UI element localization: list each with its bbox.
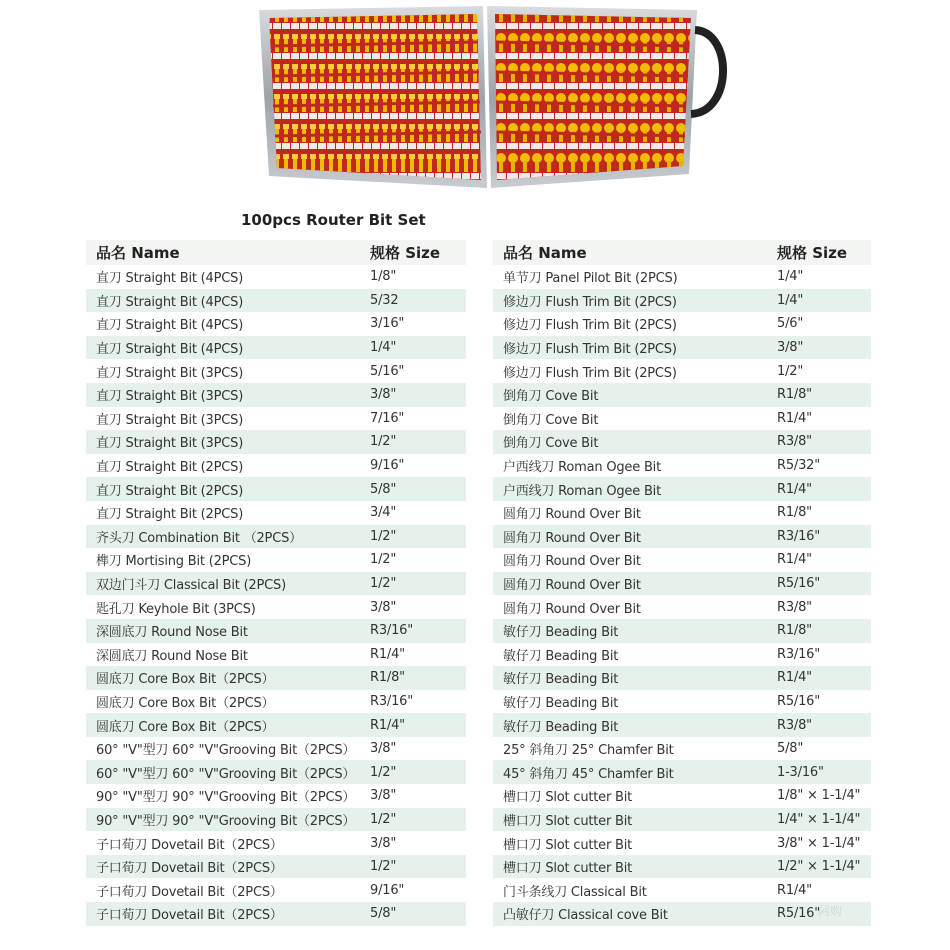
bit-size-cell: 1/2" xyxy=(360,548,466,572)
table-row xyxy=(86,902,466,926)
table-row xyxy=(86,737,466,761)
case-right-half xyxy=(487,6,697,188)
bit-name-cell: 圆底刀 Core Box Bit（2PCS） xyxy=(86,713,360,737)
bit-name-cell: 凸敏仔刀 Classical cove Bit xyxy=(493,902,767,926)
bit-name-cell: 修边刀 Flush Trim Bit (2PCS) xyxy=(493,336,767,360)
bit-size-cell: R1/8" xyxy=(767,619,871,643)
table-row xyxy=(493,525,871,549)
bit-name-cell: 圆角刀 Round Over Bit xyxy=(493,548,767,572)
bit-name-cell: 子口荀刀 Dovetail Bit（2PCS） xyxy=(86,831,360,855)
table-row xyxy=(493,855,871,879)
bit-name-cell: 子口荀刀 Dovetail Bit（2PCS） xyxy=(86,878,360,902)
table-row xyxy=(86,666,466,690)
bit-size-cell: 5/8" xyxy=(360,477,466,501)
set-title: 100pcs Router Bit Set xyxy=(241,211,426,229)
table-row xyxy=(86,407,466,431)
bit-name-cell: 直刀 Straight Bit (4PCS) xyxy=(86,336,360,360)
bit-name-cell: 倒角刀 Cove Bit xyxy=(493,430,767,454)
table-row xyxy=(493,548,871,572)
name-column-header: 品名 Name xyxy=(86,240,360,265)
table-row xyxy=(493,572,871,596)
table-row xyxy=(493,595,871,619)
table-row xyxy=(493,430,871,454)
bit-size-cell: 1/4" × 1-1/4" xyxy=(767,808,871,832)
table-row xyxy=(86,760,466,784)
bit-size-cell: 3/8" xyxy=(360,737,466,761)
bit-size-cell: 1/2" xyxy=(360,430,466,454)
table-row xyxy=(86,359,466,383)
bit-name-cell: 修边刀 Flush Trim Bit (2PCS) xyxy=(493,312,767,336)
bit-name-cell: 槽口刀 Slot cutter Bit xyxy=(493,808,767,832)
bit-name-cell: 深圆底刀 Round Nose Bit xyxy=(86,619,360,643)
table-row xyxy=(493,760,871,784)
bit-name-cell: 直刀 Straight Bit (2PCS) xyxy=(86,454,360,478)
bit-name-cell: 60° "V"型刀 60° "V"Grooving Bit（2PCS） xyxy=(86,737,360,761)
bit-name-cell: 直刀 Straight Bit (3PCS) xyxy=(86,383,360,407)
bit-size-cell: 9/16" xyxy=(360,878,466,902)
bit-size-cell: 3/8" xyxy=(360,383,466,407)
table-row xyxy=(493,359,871,383)
bit-size-cell: 3/4" xyxy=(360,501,466,525)
bit-name-cell: 槽口刀 Slot cutter Bit xyxy=(493,784,767,808)
bit-name-cell: 敏仔刀 Beading Bit xyxy=(493,713,767,737)
table-row xyxy=(493,831,871,855)
bit-size-cell: 1/2" xyxy=(360,525,466,549)
bit-name-cell: 直刀 Straight Bit (4PCS) xyxy=(86,289,360,313)
table-row xyxy=(493,808,871,832)
bit-name-cell: 60° "V"型刀 60° "V"Grooving Bit（2PCS） xyxy=(86,760,360,784)
table-row xyxy=(86,713,466,737)
bit-size-cell: R1/4" xyxy=(360,713,466,737)
bit-size-cell: 1/2" xyxy=(360,855,466,879)
bit-size-cell: 1/4" xyxy=(360,336,466,360)
table-row xyxy=(86,831,466,855)
spec-table-right xyxy=(493,240,871,926)
table-row xyxy=(86,312,466,336)
bit-name-cell: 圆角刀 Round Over Bit xyxy=(493,595,767,619)
bit-size-cell: 3/8" xyxy=(360,784,466,808)
bit-name-cell: 直刀 Straight Bit (4PCS) xyxy=(86,312,360,336)
spec-table-left xyxy=(86,240,466,926)
table-row xyxy=(86,595,466,619)
table-row xyxy=(86,784,466,808)
bit-size-cell: R1/4" xyxy=(360,643,466,667)
bit-size-cell: R5/16" xyxy=(767,902,871,926)
bit-name-cell: 90° "V"型刀 90° "V"Grooving Bit（2PCS） xyxy=(86,784,360,808)
bit-size-cell: 1/4" xyxy=(767,289,871,313)
table-row xyxy=(86,383,466,407)
bit-size-cell: 9/16" xyxy=(360,454,466,478)
bit-size-cell: 3/8" × 1-1/4" xyxy=(767,831,871,855)
bit-size-cell: 1/2" xyxy=(360,572,466,596)
bit-name-cell: 圆角刀 Round Over Bit xyxy=(493,525,767,549)
bit-size-cell: 1-3/16" xyxy=(767,760,871,784)
bit-size-cell: 5/8" xyxy=(767,737,871,761)
bit-size-cell: R5/16" xyxy=(767,690,871,714)
table-row xyxy=(86,289,466,313)
table-row xyxy=(493,713,871,737)
bit-size-cell: 5/8" xyxy=(360,902,466,926)
table-row xyxy=(493,784,871,808)
table-row xyxy=(86,265,466,289)
bit-size-cell: 5/16" xyxy=(360,359,466,383)
bit-size-cell: 1/2" xyxy=(360,808,466,832)
table-row xyxy=(493,454,871,478)
bit-size-cell: 5/6" xyxy=(767,312,871,336)
bit-size-cell: 1/8" xyxy=(360,265,466,289)
bit-size-cell: 3/8" xyxy=(360,595,466,619)
bit-size-cell: R1/4" xyxy=(767,666,871,690)
table-row xyxy=(493,643,871,667)
table-row xyxy=(86,525,466,549)
bit-size-cell: 5/32 xyxy=(360,289,466,313)
bit-name-cell: 直刀 Straight Bit (3PCS) xyxy=(86,407,360,431)
table-row xyxy=(86,808,466,832)
bit-name-cell: 倒角刀 Cove Bit xyxy=(493,407,767,431)
table-row xyxy=(493,619,871,643)
watermark: 阿购 xyxy=(818,904,843,918)
bit-name-cell: 修边刀 Flush Trim Bit (2PCS) xyxy=(493,359,767,383)
size-column-header: 规格 Size xyxy=(360,240,466,265)
bit-name-cell: 直刀 Straight Bit (4PCS) xyxy=(86,265,360,289)
table-row xyxy=(493,902,871,926)
bit-size-cell: R3/16" xyxy=(360,690,466,714)
bit-size-cell: R3/8" xyxy=(767,430,871,454)
table-row xyxy=(86,643,466,667)
bit-name-cell: 子口荀刀 Dovetail Bit（2PCS） xyxy=(86,902,360,926)
bit-size-cell: R1/4" xyxy=(767,878,871,902)
bit-name-cell: 圆底刀 Core Box Bit（2PCS） xyxy=(86,666,360,690)
table-row xyxy=(493,690,871,714)
bit-name-cell: 直刀 Straight Bit (3PCS) xyxy=(86,359,360,383)
table-row xyxy=(86,572,466,596)
table-row xyxy=(86,454,466,478)
table-row xyxy=(493,383,871,407)
table-row xyxy=(493,336,871,360)
table-header-row xyxy=(86,240,466,265)
table-row xyxy=(86,878,466,902)
bit-name-cell: 深圆底刀 Round Nose Bit xyxy=(86,643,360,667)
bit-name-cell: 倒角刀 Cove Bit xyxy=(493,383,767,407)
bit-name-cell: 90° "V"型刀 90° "V"Grooving Bit（2PCS） xyxy=(86,808,360,832)
bit-name-cell: 槽口刀 Slot cutter Bit xyxy=(493,855,767,879)
bit-name-cell: 匙孔刀 Keyhole Bit (3PCS) xyxy=(86,595,360,619)
table-row xyxy=(493,878,871,902)
bit-name-cell: 25° 斜角刀 25° Chamfer Bit xyxy=(493,737,767,761)
router-bit-case-photo xyxy=(255,2,745,194)
case-handle xyxy=(691,30,723,114)
bit-name-cell: 齐头刀 Combination Bit （2PCS） xyxy=(86,525,360,549)
bit-size-cell: R1/8" xyxy=(767,383,871,407)
bit-name-cell: 门斗条线刀 Classical Bit xyxy=(493,878,767,902)
bit-size-cell: 7/16" xyxy=(360,407,466,431)
table-row xyxy=(86,619,466,643)
bit-name-cell: 修边刀 Flush Trim Bit (2PCS) xyxy=(493,289,767,313)
bit-name-cell: 户西线刀 Roman Ogee Bit xyxy=(493,477,767,501)
name-column-header: 品名 Name xyxy=(493,240,767,265)
bit-size-cell: R5/16" xyxy=(767,572,871,596)
table-row xyxy=(493,265,871,289)
bit-size-cell: 3/8" xyxy=(360,831,466,855)
case-left-half xyxy=(259,6,487,188)
bit-size-cell: R3/8" xyxy=(767,713,871,737)
bit-size-cell: 3/8" xyxy=(767,336,871,360)
bit-size-cell: R5/32" xyxy=(767,454,871,478)
table-row xyxy=(493,501,871,525)
table-row xyxy=(86,690,466,714)
bit-name-cell: 圆角刀 Round Over Bit xyxy=(493,572,767,596)
table-row xyxy=(493,312,871,336)
bit-size-cell: 1/4" xyxy=(767,265,871,289)
table-row xyxy=(86,336,466,360)
bit-name-cell: 敏仔刀 Beading Bit xyxy=(493,690,767,714)
bit-name-cell: 单节刀 Panel Pilot Bit (2PCS) xyxy=(493,265,767,289)
table-row xyxy=(86,477,466,501)
table-row xyxy=(493,666,871,690)
bit-size-cell: R3/16" xyxy=(767,643,871,667)
bit-size-cell: 1/2" × 1-1/4" xyxy=(767,855,871,879)
table-row xyxy=(493,289,871,313)
bit-name-cell: 敏仔刀 Beading Bit xyxy=(493,643,767,667)
bit-size-cell: 1/2" xyxy=(360,760,466,784)
bit-name-cell: 直刀 Straight Bit (2PCS) xyxy=(86,477,360,501)
size-column-header: 规格 Size xyxy=(767,240,871,265)
bit-name-cell: 直刀 Straight Bit (2PCS) xyxy=(86,501,360,525)
bit-name-cell: 圆底刀 Core Box Bit（2PCS） xyxy=(86,690,360,714)
bit-name-cell: 敏仔刀 Beading Bit xyxy=(493,666,767,690)
bit-size-cell: R1/8" xyxy=(767,501,871,525)
bit-name-cell: 45° 斜角刀 45° Chamfer Bit xyxy=(493,760,767,784)
table-row xyxy=(493,407,871,431)
bit-size-cell: R1/4" xyxy=(767,477,871,501)
table-row xyxy=(493,737,871,761)
bit-size-cell: R1/4" xyxy=(767,407,871,431)
bit-size-cell: 1/8" × 1-1/4" xyxy=(767,784,871,808)
bit-name-cell: 户西线刀 Roman Ogee Bit xyxy=(493,454,767,478)
bit-size-cell: R3/16" xyxy=(360,619,466,643)
bit-name-cell: 子口荀刀 Dovetail Bit（2PCS） xyxy=(86,855,360,879)
bit-size-cell: R3/16" xyxy=(767,525,871,549)
table-header-row xyxy=(493,240,871,265)
bit-name-cell: 圆角刀 Round Over Bit xyxy=(493,501,767,525)
table-row xyxy=(86,501,466,525)
table-row xyxy=(86,855,466,879)
bit-size-cell: 3/16" xyxy=(360,312,466,336)
bit-size-cell: R1/8" xyxy=(360,666,466,690)
bit-name-cell: 槽口刀 Slot cutter Bit xyxy=(493,831,767,855)
bit-size-cell: R3/8" xyxy=(767,595,871,619)
bit-name-cell: 榫刀 Mortising Bit (2PCS) xyxy=(86,548,360,572)
table-row xyxy=(493,477,871,501)
bit-name-cell: 直刀 Straight Bit (3PCS) xyxy=(86,430,360,454)
bit-size-cell: 1/2" xyxy=(767,359,871,383)
bit-name-cell: 双边门斗刀 Classical Bit (2PCS) xyxy=(86,572,360,596)
table-row xyxy=(86,548,466,572)
bit-size-cell: R1/4" xyxy=(767,548,871,572)
table-row xyxy=(86,430,466,454)
bit-name-cell: 敏仔刀 Beading Bit xyxy=(493,619,767,643)
